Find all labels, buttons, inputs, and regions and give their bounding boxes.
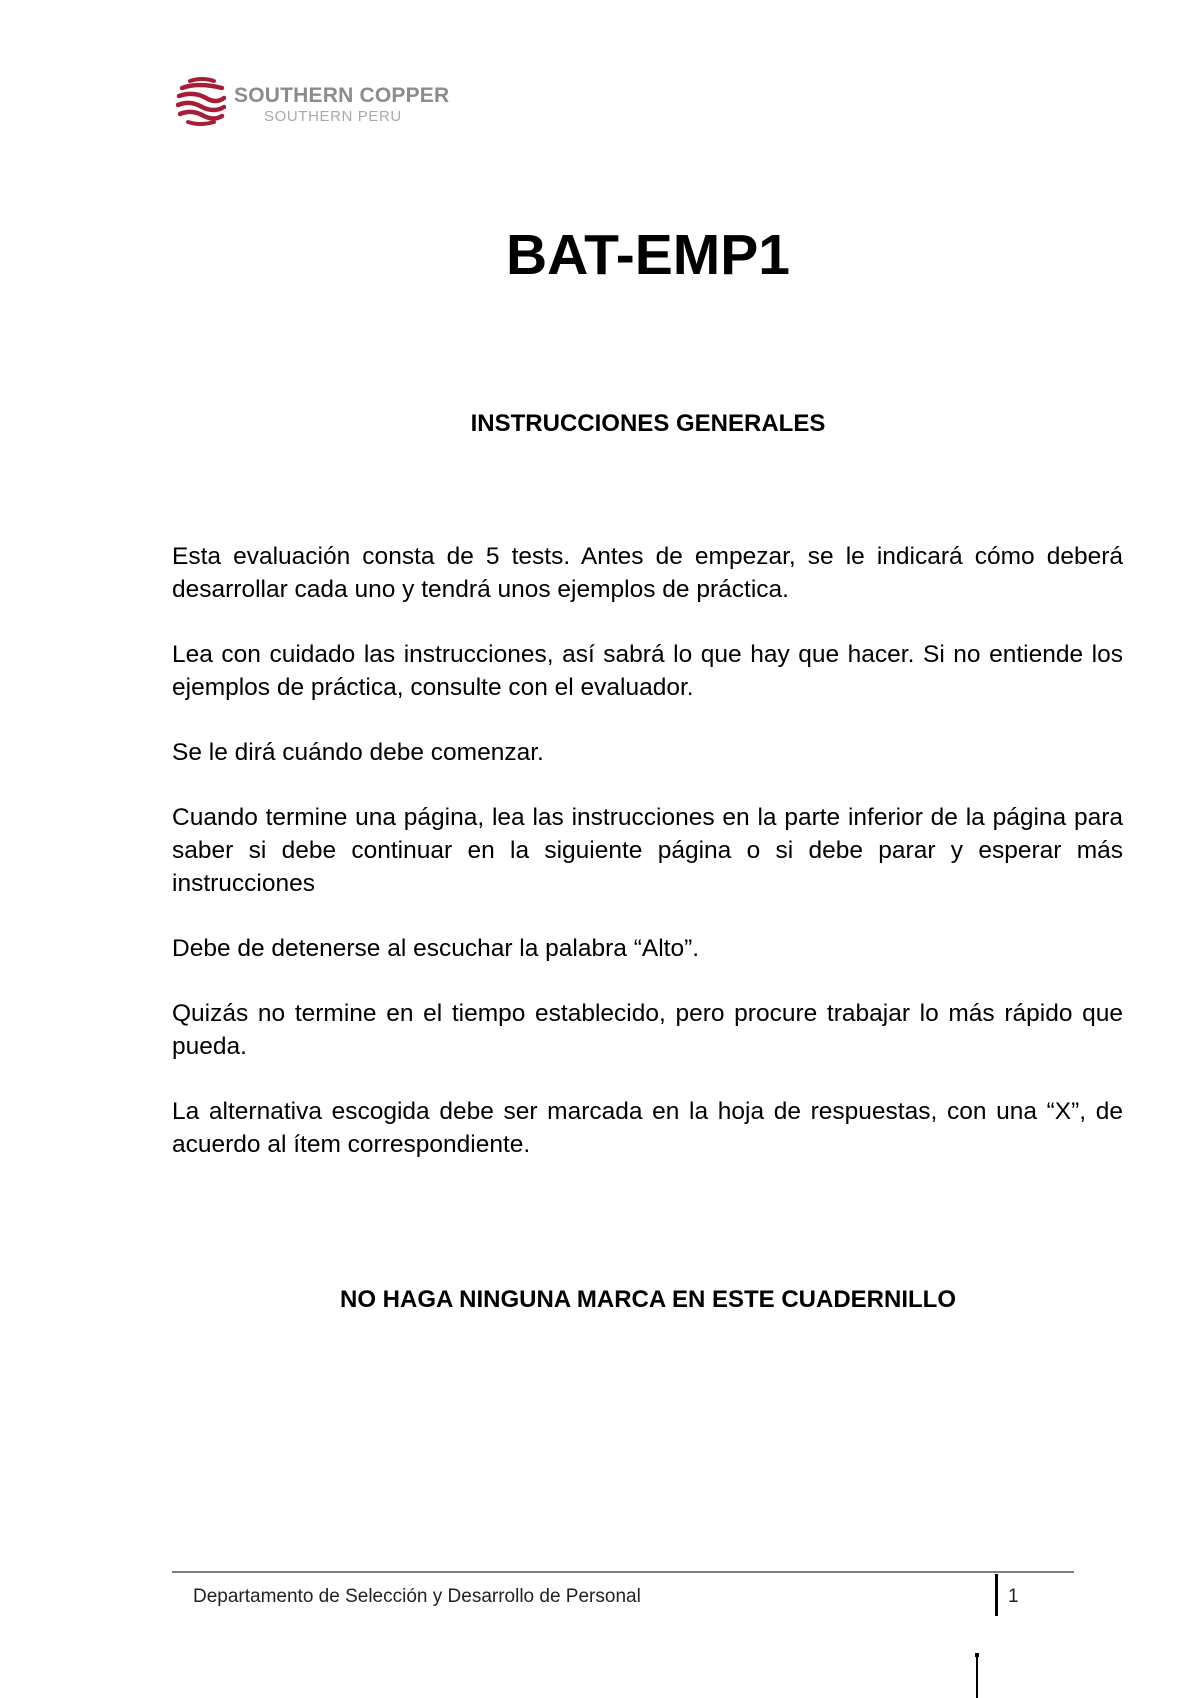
footer-divider [172, 1571, 1074, 1573]
instruction-paragraph: Cuando termine una página, lea las instrucciones en la parte inferior de la página para saber si debe continuar en la siguiente página o si debe parar y esperar más instrucciones [172, 804, 1123, 897]
logo-brand-text: SOUTHERN COPPER [234, 84, 450, 107]
instruction-paragraph: Debe de detenerse al escuchar la palabra “Alto”. [172, 935, 700, 962]
instruction-paragraph: Lea con cuidado las instrucciones, así sabrá lo que hay que hacer. Si no entiende los ejemplos de práctica, consulte con el evaluador. [172, 641, 1123, 701]
footer-separator [995, 1574, 998, 1616]
page-number: 1 [1008, 1586, 1019, 1607]
company-logo [176, 76, 450, 132]
logo-subbrand-text: SOUTHERN PERU [264, 108, 402, 125]
instructions-body [172, 540, 1123, 1193]
warning-notice: NO HAGA NINGUNA MARCA EN ESTE CUADERNILLO [340, 1286, 956, 1313]
southern-copper-logo-icon [176, 76, 226, 128]
instruction-paragraph: Esta evaluación consta de 5 tests. Antes de empezar, se le indicará cómo deberá desarrollar cada uno y tendrá unos ejemplos de práctica. [172, 543, 1123, 603]
footer-department: Departamento de Selección y Desarrollo de Personal [193, 1586, 641, 1607]
stray-mark-line [976, 1656, 978, 1698]
instruction-paragraph: La alternativa escogida debe ser marcada en la hoja de respuestas, con una “X”, de acuerdo al ítem correspondiente. [172, 1098, 1123, 1158]
section-title: INSTRUCCIONES GENERALES [470, 410, 826, 437]
instruction-paragraph: Quizás no termine en el tiempo establecido, pero procure trabajar lo más rápido que pueda. [172, 1000, 1123, 1060]
document-title: BAT-EMP1 [506, 223, 790, 287]
instruction-paragraph: Se le dirá cuándo debe comenzar. [172, 739, 544, 766]
